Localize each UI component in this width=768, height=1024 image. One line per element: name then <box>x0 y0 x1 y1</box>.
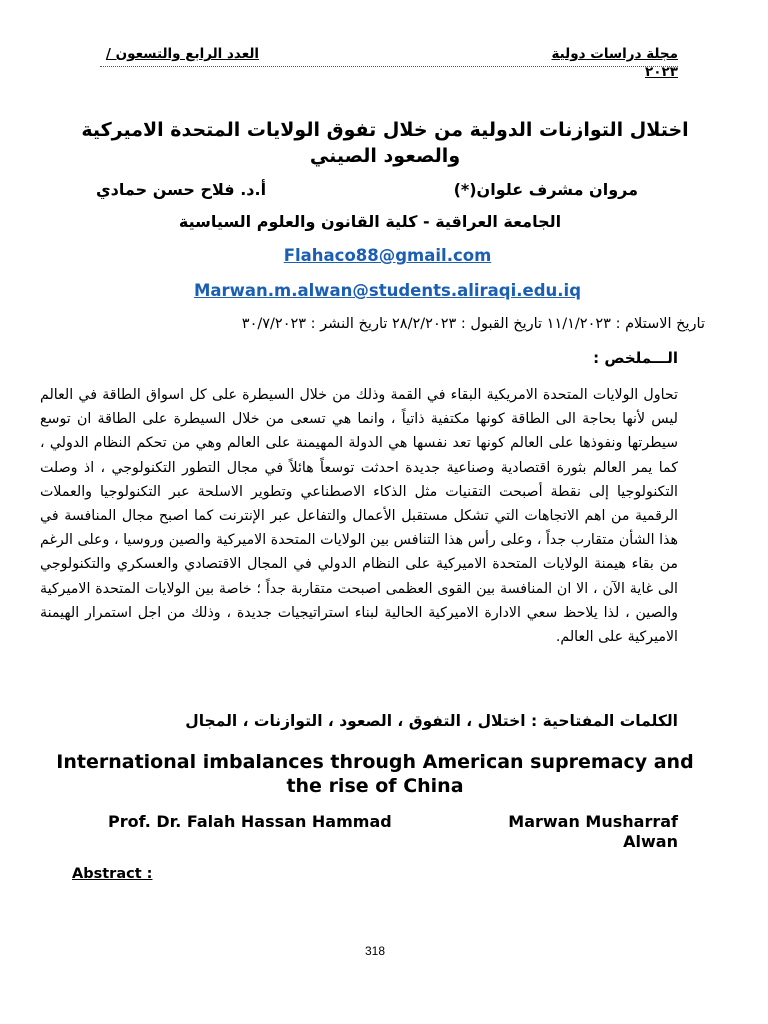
arabic-authors <box>90 180 638 204</box>
arabic-author-1: مروان مشرف علوان(*) <box>453 180 638 199</box>
submission-dates: تاريخ الاستلام : ١١/١/٢٠٢٣ تاريخ القبول : ٢٨/٢/٢٠٢٣ تاريخ النشر : ٣٠/٧/٢٠٢٣ <box>241 316 705 332</box>
arabic-affiliation: الجامعة العراقية - كلية القانون والعلوم السياسية <box>178 212 562 231</box>
arabic-title: اختلال التوازنات الدولية من خلال تفوق الولايات المتحدة الاميركية والصعود الصيني <box>81 119 689 167</box>
arabic-abstract-body: تحاول الولايات المتحدة الامريكية البقاء في القمة وذلك من خلال السيطرة على كل اسواق الطاقة في العالم ليس لأنها بحاجة الى الطاقة كونها مكتفية ذاتياً ، وانما هي تسعى من خلال السيطرة على الطاقة ان توسع سيطرتها ونفوذها على العالم كونها تعد نفسها هي الدولة المهيمنة على العالم وهي من تحكم النظام الدولي ، كما يمر العالم بثورة اقتصادية وصناعية جديدة احدثت توسعاً هائلاً في مجال التطور التكنولوجي ، اذ وصلت التكنولوجيا إلى نقطة أصبحت التقنيات مثل الذكاء الاصطناعي وتطوير الاسلحة عبر التكنولوجيا والعملات الرقمية من اهم الاتجاهات التي تشكل مستقبل الأعمال والتفاعل عبر الإنترنت كما اصبح مجال المنافسة في هذا الشأن متقارب جداً ، وعلى رأس هذا التنافس بين الولايات المتحدة الاميركية والصين وروسيا ، وعلى الرغم من بقاء هيمنة الولايات المتحدة الاميركية على النظام الدولي في المجال الاقتصادي والعسكري والتكنولوجي الى غاية الآن ، الا ان المنافسة بين القوى العظمى اصبحت متقاربة جداً ؛ خاصة بين الولايات المتحدة الاميركية والصين ، لذا يلاحظ سعي الادارة الاميركية الحالية لبناء استراتيجيات جديدة ، وذلك من اجل استمرار الهيمنة الاميركية على العالم. <box>40 387 678 646</box>
arabic-keywords: الكلمات المفتاحية : اختلال ، التفوق ، الصعود ، التوازنات ، المجال <box>185 712 678 730</box>
email-link-2[interactable]: Marwan.m.alwan@students.aliraqi.edu.iq <box>193 281 582 300</box>
page-number: 318 <box>364 944 386 958</box>
english-abstract-heading: Abstract : <box>72 866 153 882</box>
running-header <box>100 46 678 67</box>
issue-number: العدد الرابع والتسعون / <box>106 46 260 62</box>
arabic-author-2: أ.د. فلاح حسن حمادي <box>96 180 267 199</box>
english-author-2: Marwan Musharraf Alwan <box>508 812 678 851</box>
english-title: International imbalances through American supremacy and the rise of China <box>56 751 694 797</box>
journal-name: مجلة دراسات دولية <box>551 46 678 62</box>
arabic-abstract-heading: الـــملخص : <box>593 349 678 367</box>
header-year: ٢٠٢٣ <box>645 64 678 80</box>
english-author-1: Prof. Dr. Falah Hassan Hammad <box>108 812 392 831</box>
email-link-1[interactable]: Flahaco88@gmail.com <box>283 246 492 265</box>
